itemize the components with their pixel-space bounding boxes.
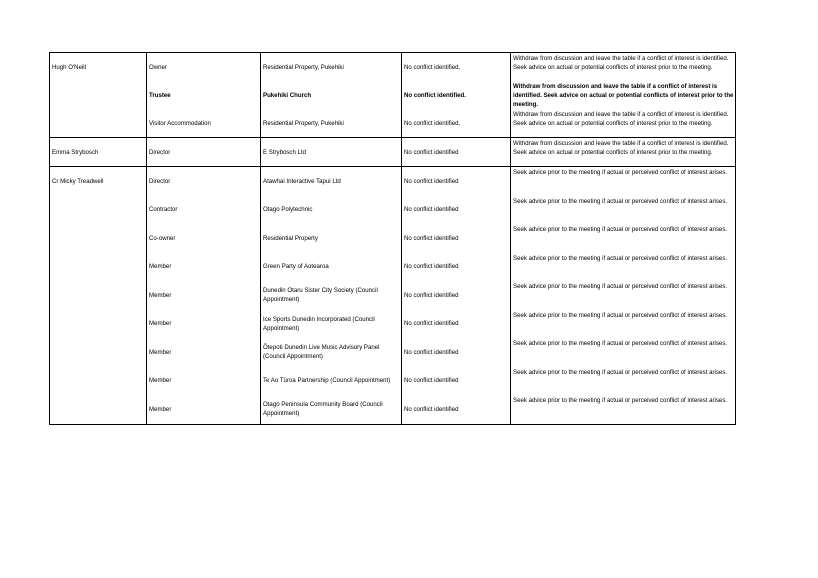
organisation-cell: Otago Peninsula Community Board (Council Appointment) — [261, 395, 402, 424]
member-name-cell — [50, 338, 147, 367]
conflict-cell: No conflict identified — [402, 367, 511, 396]
table-row — [50, 395, 736, 424]
organisation-cell: Residential Property, Pukehiki — [261, 53, 402, 82]
member-name-cell — [50, 367, 147, 396]
table-row — [50, 253, 736, 282]
member-name-cell: Cr Micky Treadwell — [50, 167, 147, 196]
interests-register-table — [49, 52, 736, 425]
member-name-cell — [50, 253, 147, 282]
conflict-cell: No conflict identified — [402, 395, 511, 424]
conflict-cell: No conflict identified — [402, 167, 511, 196]
action-cell: Seek advice prior to the meeting if actual or perceived conflict of interest arises. — [511, 281, 736, 310]
conflict-cell: No conflict identified — [402, 338, 511, 367]
member-name-cell — [50, 81, 147, 109]
action-cell: Seek advice prior to the meeting if actual or perceived conflict of interest arises. — [511, 196, 736, 225]
role-cell: Member — [147, 310, 261, 339]
conflict-cell: No conflict identified — [402, 196, 511, 225]
action-cell: Withdraw from discussion and leave the table if a conflict of interest is identified. Seek advice on actual or potential conflicts of interest prior to the meeting. — [511, 109, 736, 138]
action-cell: Seek advice prior to the meeting if actual or perceived conflict of interest arises. — [511, 167, 736, 196]
action-cell: Seek advice prior to the meeting if actual or perceived conflict of interest arises. — [511, 395, 736, 424]
conflict-cell: No conflict identified — [402, 253, 511, 282]
table-row — [50, 167, 736, 196]
organisation-cell: Otago Polytechnic — [261, 196, 402, 225]
table-row — [50, 196, 736, 225]
member-name-cell: Emma Strybosch — [50, 138, 147, 167]
role-cell: Director — [147, 138, 261, 167]
member-name-cell: Hugh O'Neill — [50, 53, 147, 82]
member-name-cell — [50, 224, 147, 253]
role-cell: Co-owner — [147, 224, 261, 253]
table-row — [50, 138, 736, 167]
action-cell: Seek advice prior to the meeting if actual or perceived conflict of interest arises. — [511, 338, 736, 367]
role-cell: Member — [147, 281, 261, 310]
organisation-cell: Ice Sports Dunedin Incorporated (Council Appointment) — [261, 310, 402, 339]
conflict-cell: No conflict identified. — [402, 109, 511, 138]
table-row — [50, 338, 736, 367]
organisation-cell: Pukehiki Church — [261, 81, 402, 109]
table-row — [50, 109, 736, 138]
role-cell: Trustee — [147, 81, 261, 109]
table-row — [50, 281, 736, 310]
role-cell: Contractor — [147, 196, 261, 225]
role-cell: Member — [147, 253, 261, 282]
conflict-cell: No conflict identified — [402, 224, 511, 253]
conflict-cell: No conflict identified. — [402, 53, 511, 82]
register-body — [50, 53, 736, 425]
action-cell: Seek advice prior to the meeting if actual or perceived conflict of interest arises. — [511, 224, 736, 253]
member-name-cell — [50, 395, 147, 424]
organisation-cell: Residential Property, Pukehiki — [261, 109, 402, 138]
conflict-cell: No conflict identified — [402, 138, 511, 167]
conflict-cell: No conflict identified — [402, 281, 511, 310]
organisation-cell: Green Party of Aotearoa — [261, 253, 402, 282]
member-name-cell — [50, 281, 147, 310]
member-name-cell — [50, 109, 147, 138]
table-row — [50, 224, 736, 253]
action-cell: Withdraw from discussion and leave the table if a conflict of interest is identified. Seek advice on actual or potential conflicts of interest prior to the meeting. — [511, 81, 736, 109]
conflict-cell: No conflict identified — [402, 310, 511, 339]
member-name-cell — [50, 310, 147, 339]
action-cell: Seek advice prior to the meeting if actual or perceived conflict of interest arises. — [511, 310, 736, 339]
role-cell: Director — [147, 167, 261, 196]
table-row — [50, 53, 736, 82]
role-cell: Member — [147, 338, 261, 367]
organisation-cell: Residential Property — [261, 224, 402, 253]
role-cell: Owner — [147, 53, 261, 82]
table-row — [50, 81, 736, 109]
organisation-cell: Dunedin Otaru Sister City Society (Council Appointment) — [261, 281, 402, 310]
action-cell: Withdraw from discussion and leave the table if a conflict of interest is identified. Seek advice on actual or potential conflicts of interest prior to the meeting. — [511, 138, 736, 167]
role-cell: Member — [147, 395, 261, 424]
organisation-cell: E Strybosch Ltd — [261, 138, 402, 167]
action-cell: Seek advice prior to the meeting if actual or perceived conflict of interest arises. — [511, 367, 736, 396]
conflict-cell: No conflict identified. — [402, 81, 511, 109]
table-row — [50, 367, 736, 396]
role-cell: Member — [147, 367, 261, 396]
table-row — [50, 310, 736, 339]
organisation-cell: Ōtepoti Dunedin Live Music Advisory Panel (Council Appointment) — [261, 338, 402, 367]
role-cell: Visitor Accommodation — [147, 109, 261, 138]
action-cell: Seek advice prior to the meeting if actual or perceived conflict of interest arises. — [511, 253, 736, 282]
action-cell: Withdraw from discussion and leave the table if a conflict of interest is identified. Seek advice on actual or potential conflicts of interest prior to the meeting. — [511, 53, 736, 82]
member-name-cell — [50, 196, 147, 225]
organisation-cell: Atawhai Interactive Tapui Ltd — [261, 167, 402, 196]
organisation-cell: Te Ao Tūroa Partnership (Council Appointment) — [261, 367, 402, 396]
